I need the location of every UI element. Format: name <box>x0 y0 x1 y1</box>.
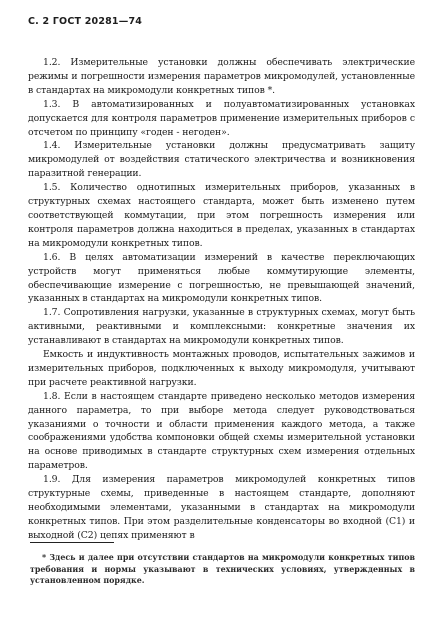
paragraph-1-6: 1.6. В целях автоматизации измерений в качестве переключающих устройств могут применяться любые коммутирующие элементы, обеспечивающие измерение с погрешностью, не превышающей значений, указанных в стандартах на микромодули конкретных типов. <box>28 251 415 305</box>
paragraph-1-3: 1.3. В автоматизированных и полуавтоматизированных установках допускается для контроля параметров применение измерительных приборов с отсчетом по принципу «годен - негоден». <box>28 98 415 138</box>
paragraph-1-2: 1.2. Измерительные установки должны обеспечивать электрические режимы и погрешности измерения параметров микромодулей, установленные в стандартах на микромодули конкретных типов *. <box>28 57 415 96</box>
footnote-divider <box>30 542 114 543</box>
paragraph-1-5: 1.5. Количество однотипных измерительных приборов, указанных в структурных схемах настоящего стандарта, может быть изменено путем соответствующей коммутации, при этом погрешность измерения или контроля параметров должна находиться в пределах, указанных в стандартах на микромодули конкретных типов. <box>28 182 415 249</box>
footnote <box>30 552 415 587</box>
body-text <box>28 56 415 543</box>
paragraph-1-9: 1.9. Для измерения параметров микромодулей конкретных типов структурные схемы, приведенные в настоящем стандарте, дополняют необходимыми элементами, указанными в стандартах на микромодули конкретных типов. При этом разделительные конденсаторы во входной (С1) и выходной (С2) цепях применяют в <box>28 474 415 541</box>
paragraph-capacitance: Емкость и индуктивность монтажных проводов, испытательных зажимов и измерительных приборов, подключенных к выходу микромодуля, учитывают при расчете реактивной нагрузки. <box>28 349 415 388</box>
footnote-text: * Здесь и далее при отсутствии стандартов на микромодули конкретных типов требования и нормы указывают в технических условиях, утвержденных в установленном порядке. <box>30 553 415 586</box>
paragraph-1-8: 1.8. Если в настоящем стандарте приведено несколько методов измерения данного параметра, то при выборе метода следует руководствоваться указаниями о точности и области применения каждого метода, а также соображениями удобства компоновки общей схемы измерительной установки на основе приводимых в стандарте структурных схем измерения отдельных параметров. <box>28 390 415 472</box>
running-header: С. 2 ГОСТ 20281—74 <box>28 16 143 27</box>
paragraph-1-7: 1.7. Сопротивления нагрузки, указанные в структурных схемах, могут быть активными, реактивными и комплексными: конкретные значения их устанавливают в стандартах на микромодули конкретных типов. <box>28 307 415 347</box>
paragraph-1-4: 1.4. Измерительные установки должны предусматривать защиту микромодулей от воздействия статического электричества и возникновения паразитной генерации. <box>28 140 415 180</box>
